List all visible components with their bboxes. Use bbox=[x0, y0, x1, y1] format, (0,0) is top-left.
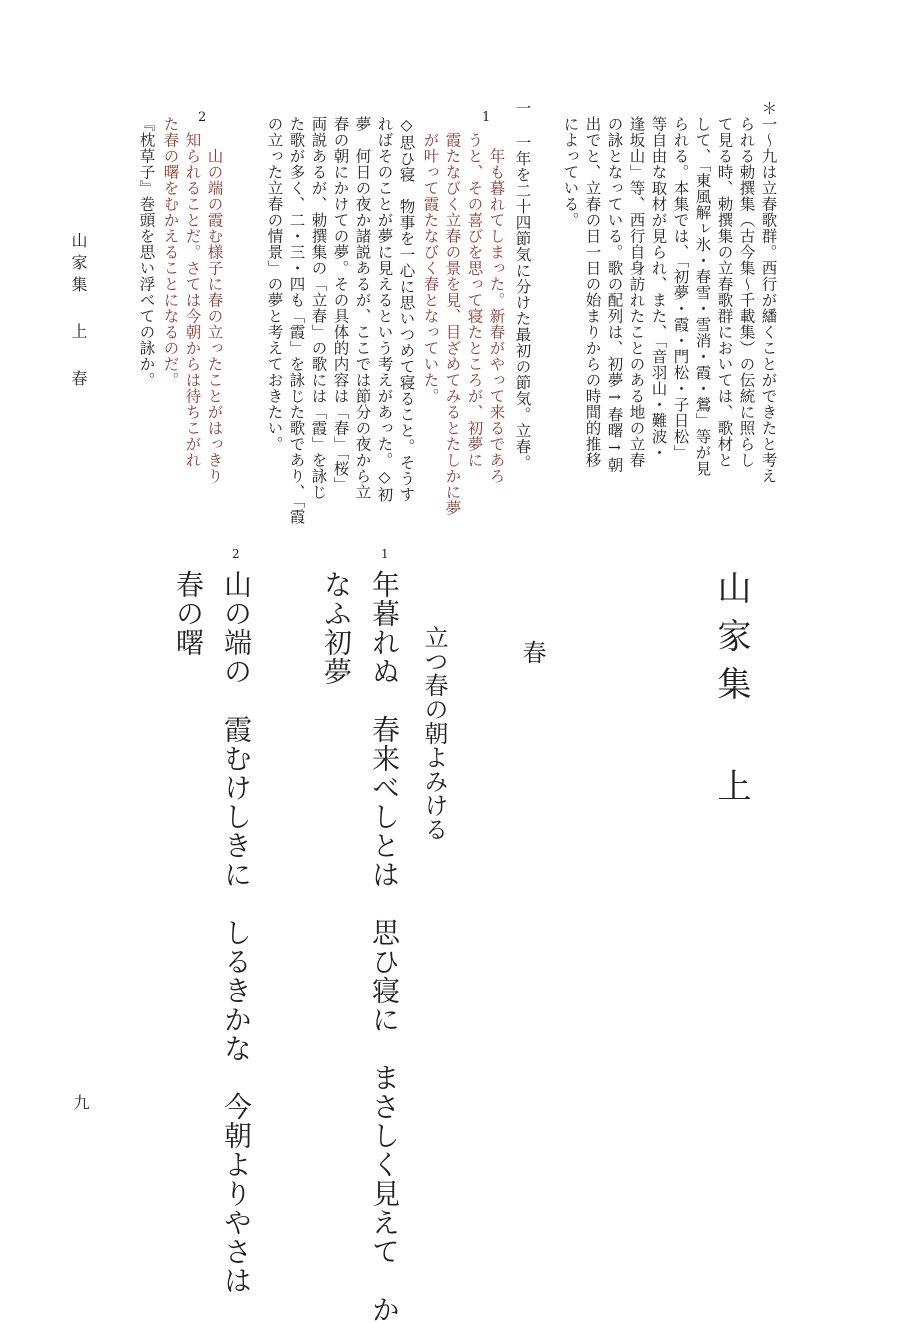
note-1-commentary-line: 春の朝にかけての夢。その具体的内容は「春」「桜」 bbox=[331, 116, 350, 493]
season-heading: 春 bbox=[518, 640, 546, 664]
note-general-line: 出でと、立春の日一日の始まりからの時間的推移 bbox=[583, 116, 602, 468]
poem-1-line-2: なふ初夢 bbox=[320, 570, 353, 686]
poem-intro: 立つ春の朝よみける bbox=[420, 625, 448, 841]
note-general-line: して、「東風解ㇾ氷・春雪・雪消・霞・鶯」等が見 bbox=[693, 116, 712, 477]
note-general-line: て見る時、勅撰集の立春歌群においては、歌材と bbox=[715, 116, 734, 468]
note-1-commentary-line: ればそのことが夢に見えるという考えがあった。◇初 bbox=[375, 116, 394, 503]
poem-2-number: 2 bbox=[232, 547, 240, 561]
note-1-number: 1 bbox=[482, 110, 491, 125]
note-2-number: 2 bbox=[198, 110, 207, 125]
running-head: 山家集 上 春 bbox=[69, 232, 88, 392]
note-general-line: の詠となっている。歌の配列は、初夢→春曙→朝 bbox=[605, 116, 624, 473]
note-1-commentary-line: た歌が多く、二・三・四も「霞」を詠じた歌であり、「霞 bbox=[287, 116, 306, 525]
poem-1-number: 1 bbox=[381, 547, 389, 561]
note-general-line: ＊一〜九は立春歌群。西行が繙くことができたと考え bbox=[759, 100, 778, 484]
note-general-line: 逢坂山」等、西行自身訪れたことのある地の立春 bbox=[627, 116, 646, 468]
poem-2-line-1: 山の端の 霞むけしきに しるきかな 今朝よりやさは bbox=[220, 570, 253, 1295]
note-1-commentary-line: の立った立春の情景」の夢と考えておきたい。 bbox=[265, 116, 284, 452]
note-general-line: られる。本集では、「初夢・霞・門松・子日松」 bbox=[671, 116, 690, 461]
note-1-translation-line: 年も暮れてしまった。新春がやって来るであろ bbox=[487, 148, 506, 484]
note-1-commentary-line: ◇思ひ寝 物事を一心に思いつめて寝ること。そうす bbox=[397, 116, 416, 503]
note-1-commentary-line: 両説あるが、勅撰集の「立春」の歌には「霞」を詠じ bbox=[309, 116, 328, 500]
poem-2-line-2: 春の曙 bbox=[172, 570, 205, 657]
note-2-translation-line: た春の曙をむかえることになるのだ。 bbox=[161, 116, 180, 388]
note-general-line: られる勅撰集（古今集〜千載集）の伝統に照らし bbox=[737, 116, 756, 468]
note-general-line: 等自由な取材が見られ、また、「音羽山・難波・ bbox=[649, 116, 668, 461]
page-number: 九 bbox=[71, 1094, 90, 1110]
note-1-translation-line: 霞たなびく立春の景を見、目ざめてみるとたしかに夢 bbox=[443, 132, 462, 516]
note-1-translation-line: うと、その喜びを思って寝たところが、初夢に bbox=[465, 132, 484, 468]
poem-1-line-1: 年暮れぬ 春来べしとは 思ひ寝に まさしく見えて か bbox=[368, 570, 401, 1324]
note-1-commentary-line: 夢 何日の夜か諸説あるが、ここでは節分の夜から立 bbox=[353, 116, 372, 500]
book-title: 山家集 上 bbox=[711, 570, 751, 816]
note-2-translation-line: 知られることだ。さては今朝からは待ちこがれ bbox=[183, 132, 202, 468]
note-1-translation-line: が叶って霞たなびく春となっていた。 bbox=[421, 132, 440, 404]
note-kigo: 一 一年を二十四節気に分けた最初の節気。立春。 bbox=[513, 100, 532, 471]
note-2-translation-line: 山の端の霞む様子に春の立ったことがはっきり bbox=[205, 148, 224, 484]
note-general-line: によっている。 bbox=[561, 116, 580, 228]
note-2-commentary-line: 『枕草子』巻頭を思い浮べての詠か。 bbox=[137, 116, 156, 388]
